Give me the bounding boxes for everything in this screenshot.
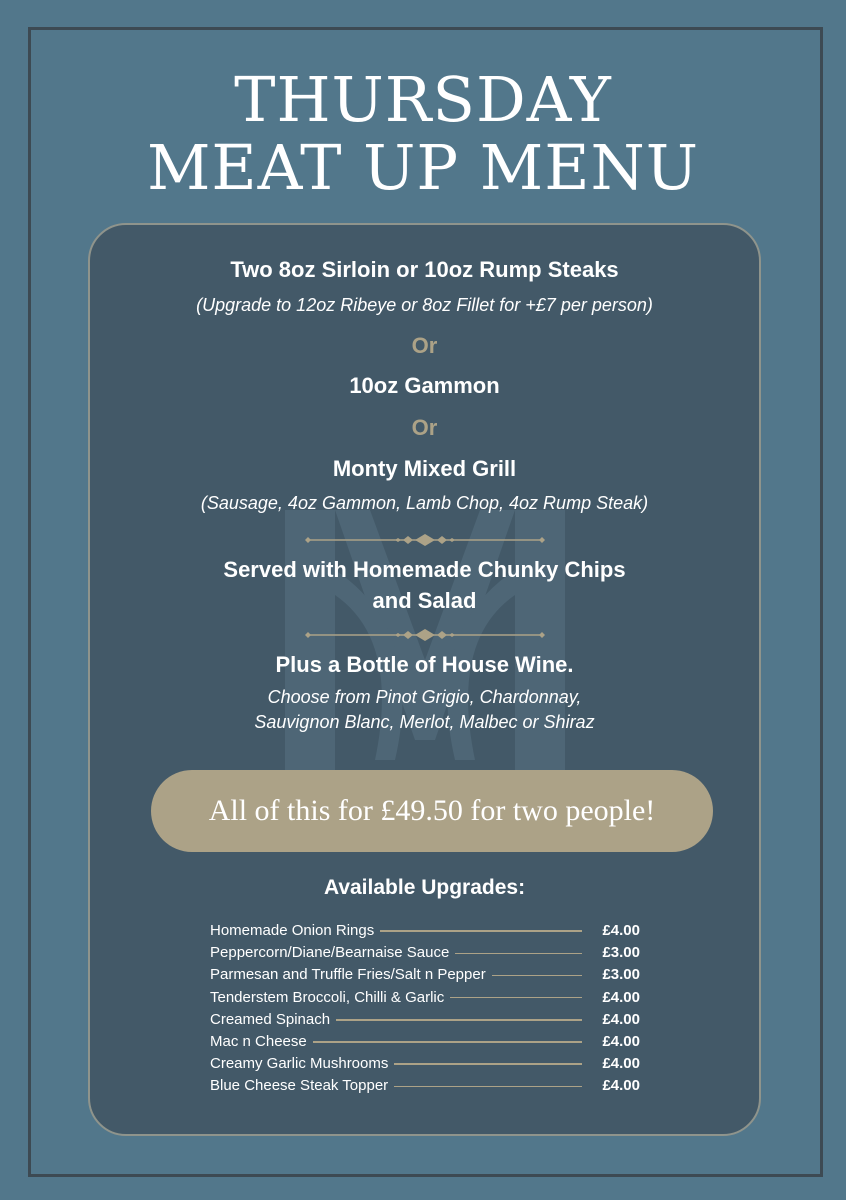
menu-panel [88,223,761,1136]
upgrade-item [210,1009,640,1031]
upgrade-item [210,964,640,986]
upgrade-price: £4.00 [602,1033,640,1051]
upgrade-price: £4.00 [602,1055,640,1073]
upgrade-item [210,1031,640,1053]
option-mixed-grill-note: (Sausage, 4oz Gammon, Lamb Chop, 4oz Rump Steak) [200,493,649,513]
upgrades-list [210,920,640,1098]
upgrade-name: Blue Cheese Steak Topper [210,1077,389,1095]
wine-choices-1: Choose from Pinot Grigio, Chardonnay, [267,687,582,707]
leader-line [394,1086,582,1088]
upgrade-name: Parmesan and Truffle Fries/Salt n Pepper [210,966,486,984]
or-separator: Or [411,415,438,440]
option-gammon: 10oz Gammon [349,373,500,398]
leader-line [492,975,582,977]
title-line-1: THURSDAY [234,63,612,136]
ornament-divider [305,533,545,547]
upgrade-item [210,942,640,964]
upgrade-name: Creamy Garlic Mushrooms [210,1055,389,1073]
leader-line [313,1041,582,1043]
wine-heading: Plus a Bottle of House Wine. [275,652,574,677]
wine-choices-2: Sauvignon Blanc, Merlot, Malbec or Shiraz [254,712,595,732]
ornament-divider [305,628,545,642]
upgrades-heading: Available Upgrades: [323,876,526,899]
option-steaks-note: (Upgrade to 12oz Ribeye or 8oz Fillet for +£7 per person) [196,295,653,315]
leader-line [455,953,582,955]
upgrade-name: Homemade Onion Rings [210,922,375,940]
upgrade-name: Creamed Spinach [210,1010,331,1028]
upgrade-price: £4.00 [602,922,640,940]
leader-line [336,1019,582,1021]
title-line-2: MEAT UP MENU [146,131,700,204]
option-steaks: Two 8oz Sirloin or 10oz Rump Steaks [230,257,619,282]
served-line-2: and Salad [372,588,477,613]
leader-line [450,997,582,999]
or-separator: Or [411,333,438,358]
upgrade-item [210,1053,640,1075]
offer-text: All of this for £49.50 for two people! [208,794,656,827]
upgrade-name: Tenderstem Broccoli, Chilli & Garlic [210,988,445,1006]
upgrade-item [210,1075,640,1097]
leader-line [380,930,582,932]
upgrade-name: Mac n Cheese [210,1033,307,1051]
served-line-1: Served with Homemade Chunky Chips [223,557,626,582]
upgrade-price: £4.00 [602,1077,640,1095]
upgrade-item [210,920,640,942]
offer-banner [151,770,713,852]
upgrade-price: £3.00 [602,944,640,962]
upgrade-name: Peppercorn/Diane/Bearnaise Sauce [210,944,450,962]
upgrade-price: £4.00 [602,1010,640,1028]
leader-line [394,1063,582,1065]
upgrade-price: £3.00 [602,966,640,984]
option-mixed-grill: Monty Mixed Grill [332,456,517,481]
upgrade-item [210,987,640,1009]
upgrade-price: £4.00 [602,988,640,1006]
